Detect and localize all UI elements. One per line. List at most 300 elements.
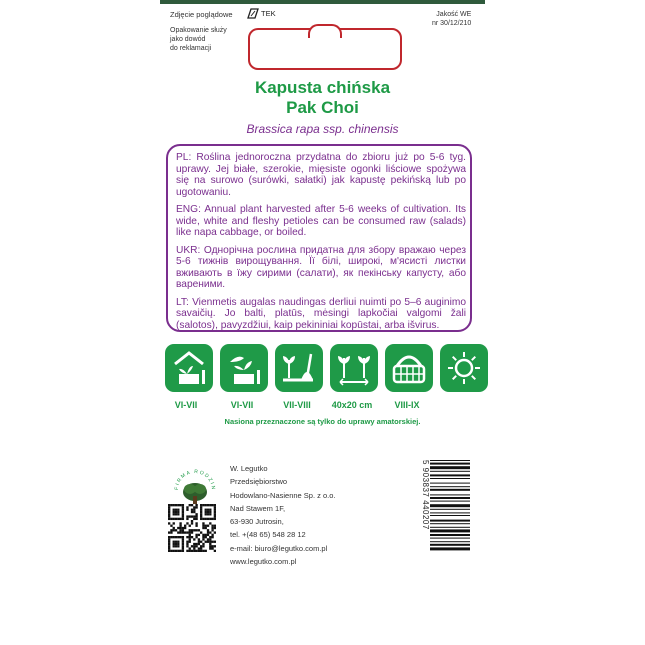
- qr-module: [170, 536, 172, 538]
- address-line: Przedsiębiorstwo: [230, 477, 288, 487]
- qr-module: [205, 518, 207, 520]
- qr-module: [189, 531, 191, 533]
- qr-module: [168, 545, 170, 547]
- qr-module: [182, 547, 184, 549]
- planting-icon: [275, 344, 323, 392]
- qr-module: [173, 529, 175, 531]
- qr-module: [182, 536, 184, 538]
- complaint-note: [170, 26, 227, 53]
- quality-number: nr 30/12/210: [432, 20, 472, 27]
- qr-module: [168, 513, 170, 515]
- qr-module: [191, 515, 193, 517]
- barcode-bar: [430, 486, 470, 487]
- amateur-note: Nasiona przeznaczone są tylko do uprawy amatorskiej.: [224, 417, 421, 426]
- qr-module: [168, 518, 170, 520]
- qr-module: [205, 541, 207, 543]
- qr-module: [177, 543, 179, 545]
- logo-text: FIRMA RODZIN: [173, 468, 217, 492]
- qr-module: [182, 504, 184, 506]
- qr-module: [207, 509, 209, 511]
- qr-module: [211, 545, 213, 547]
- qr-module: [189, 529, 191, 531]
- qr-module: [186, 543, 188, 545]
- qr-module: [195, 529, 197, 531]
- qr-module: [170, 531, 172, 533]
- qr-module: [198, 529, 200, 531]
- qr-module: [209, 536, 211, 538]
- qr-module: [198, 534, 200, 536]
- seed-packet-back: [160, 0, 485, 645]
- barcode-bar: [430, 512, 470, 513]
- qr-module: [191, 545, 193, 547]
- qr-module: [182, 550, 184, 552]
- qr-module: [195, 522, 197, 524]
- qr-module: [189, 504, 191, 506]
- qr-module: [200, 509, 202, 511]
- qr-module: [211, 536, 213, 538]
- qr-module: [195, 525, 197, 527]
- qr-module: [182, 529, 184, 531]
- qr-module: [179, 536, 181, 538]
- qr-module: [200, 541, 202, 543]
- qr-module: [214, 511, 216, 513]
- qr-module: [179, 525, 181, 527]
- qr-module: [170, 518, 172, 520]
- address-line: tel. +(48 65) 548 28 12: [230, 530, 306, 540]
- qr-module: [175, 509, 177, 511]
- qr-module: [173, 545, 175, 547]
- barcode-bar: [430, 463, 470, 465]
- qr-module: [186, 509, 188, 511]
- qr-module: [195, 534, 197, 536]
- complaint-note-line: Opakowanie służy: [170, 27, 227, 34]
- qr-module: [175, 550, 177, 552]
- qr-module: [200, 518, 202, 520]
- qr-module: [175, 504, 177, 506]
- address-line: Hodowlano-Nasienne Sp. z o.o.: [230, 490, 336, 500]
- barcode-bar: [430, 460, 470, 461]
- qr-module: [193, 515, 195, 517]
- qr-module: [211, 541, 213, 543]
- qr-module: [182, 527, 184, 529]
- qr-module: [186, 515, 188, 517]
- qr-module: [209, 541, 211, 543]
- qr-module: [205, 534, 207, 536]
- qr-module: [214, 531, 216, 533]
- qr-module: [202, 534, 204, 536]
- qr-module: [198, 543, 200, 545]
- qr-module: [186, 522, 188, 524]
- qr-module: [207, 513, 209, 515]
- barcode-bar: [430, 544, 470, 546]
- qr-module: [179, 522, 181, 524]
- qr-module: [175, 541, 177, 543]
- label-window-tab: [308, 24, 342, 38]
- qr-module: [177, 509, 179, 511]
- qr-module: [182, 531, 184, 533]
- qr-module: [193, 506, 195, 508]
- qr-module: [173, 513, 175, 515]
- qr-module: [189, 547, 191, 549]
- qr-module: [205, 504, 207, 506]
- qr-module: [186, 541, 188, 543]
- qr-module: [211, 525, 213, 527]
- qr-module: [195, 506, 197, 508]
- qr-module: [207, 538, 209, 540]
- qr-module: [193, 538, 195, 540]
- barcode-bar: [430, 478, 470, 479]
- sun-icon: [440, 344, 488, 392]
- barcode-bar: [430, 489, 470, 491]
- barcode-bar: [430, 501, 470, 502]
- barcode-bar: [430, 497, 470, 499]
- qr-module: [168, 522, 170, 524]
- qr-module: [200, 531, 202, 533]
- qr-module: [168, 538, 170, 540]
- barcode-bar: [430, 541, 470, 542]
- qr-module: [191, 529, 193, 531]
- icon-label: VII-VIII: [283, 400, 311, 410]
- qr-module: [189, 550, 191, 552]
- qr-module: [191, 509, 193, 511]
- qr-module: [193, 547, 195, 549]
- qr-module: [207, 529, 209, 531]
- qr-module: [200, 547, 202, 549]
- qr-module: [175, 511, 177, 513]
- qr-module: [177, 504, 179, 506]
- qr-module: [186, 506, 188, 508]
- spacing-icon: [330, 344, 378, 392]
- qr-module: [191, 536, 193, 538]
- qr-module: [191, 504, 193, 506]
- qr-module: [207, 531, 209, 533]
- qr-module: [209, 513, 211, 515]
- qr-module: [182, 515, 184, 517]
- qr-module: [189, 525, 191, 527]
- qr-module: [170, 504, 172, 506]
- barcode-bar: [430, 515, 470, 516]
- qr-module: [168, 550, 170, 552]
- barcode-bar: [430, 538, 470, 539]
- qr-module: [209, 511, 211, 513]
- qr-module: [173, 550, 175, 552]
- qr-module: [202, 504, 204, 506]
- quality-text: Jakość WE: [436, 11, 472, 18]
- qr-module: [209, 531, 211, 533]
- description-lt: LT: Vienmetis augalas naudingas derliui nuimti po 5–6 auginimo savaičių. Jo balti, platūs, mėsingi lapkočiai valgomi žali (salotos), pavyzdžiui, kaip pekininiai kopūstai, arba išvirus.: [176, 296, 466, 331]
- greenhouse-sowing-icon: [165, 344, 213, 392]
- qr-module: [173, 536, 175, 538]
- qr-module: [214, 509, 216, 511]
- qr-module: [205, 525, 207, 527]
- qr-module: [209, 522, 211, 524]
- address-line: 63-930 Jutrosin,: [230, 517, 284, 527]
- qr-module: [209, 545, 211, 547]
- qr-module: [207, 541, 209, 543]
- harvest-basket-icon: [385, 344, 433, 392]
- qr-module: [193, 550, 195, 552]
- qr-module: [195, 550, 197, 552]
- qr-module: [202, 518, 204, 520]
- qr-module: [182, 538, 184, 540]
- qr-module: [182, 513, 184, 515]
- qr-module: [205, 513, 207, 515]
- barcode-bar: [430, 534, 470, 536]
- qr-module: [170, 529, 172, 531]
- qr-module: [195, 513, 197, 515]
- barcode-bar: [430, 494, 470, 495]
- qr-module: [170, 550, 172, 552]
- barcode-bar: [430, 529, 470, 532]
- qr-module: [202, 550, 204, 552]
- qr-module: [173, 511, 175, 513]
- qr-module: [193, 545, 195, 547]
- qr-module: [184, 527, 186, 529]
- qr-module: [175, 536, 177, 538]
- qr-module: [211, 518, 213, 520]
- qr-module: [214, 545, 216, 547]
- qr-module: [189, 538, 191, 540]
- product-name: Kapusta chińska: [254, 78, 391, 97]
- qr-module: [205, 527, 207, 529]
- qr-module: [186, 531, 188, 533]
- qr-module: [168, 511, 170, 513]
- address-line: www.legutko.com.pl: [230, 557, 297, 567]
- qr-module: [177, 541, 179, 543]
- qr-module: [168, 536, 170, 538]
- qr-module: [168, 541, 170, 543]
- qr-module: [202, 525, 204, 527]
- qr-module: [182, 541, 184, 543]
- qr-module: [173, 509, 175, 511]
- sample-photo-label: Zdjęcie poglądowe: [170, 10, 233, 19]
- qr-module: [189, 536, 191, 538]
- icon-label: VI-VII: [174, 400, 198, 410]
- qr-module: [205, 509, 207, 511]
- qr-module: [189, 541, 191, 543]
- qr-module: [173, 541, 175, 543]
- barcode-bar: [430, 523, 470, 524]
- qr-module: [189, 515, 191, 517]
- qr-module: [207, 525, 209, 527]
- latin-name: Brassica rapa ssp. chinensis: [246, 122, 399, 136]
- qr-module: [182, 545, 184, 547]
- qr-module: [211, 504, 213, 506]
- qr-module: [202, 536, 204, 538]
- qr-module: [182, 509, 184, 511]
- qr-module: [186, 550, 188, 552]
- qr-module: [202, 527, 204, 529]
- qr-module: [191, 511, 193, 513]
- qr-module: [214, 515, 216, 517]
- qr-module: [179, 518, 181, 520]
- qr-module: [179, 550, 181, 552]
- qr-module: [193, 518, 195, 520]
- qr-module: [186, 545, 188, 547]
- icon-label: 40x20 cm: [331, 400, 373, 410]
- qr-module: [202, 538, 204, 540]
- qr-module: [211, 529, 213, 531]
- qr-module: [189, 534, 191, 536]
- barcode-bar: [430, 483, 470, 484]
- address-line: e-mail: biuro@legutko.com.pl: [230, 543, 328, 553]
- address-line: Nad Stawem 1F,: [230, 503, 286, 513]
- qr-module: [182, 543, 184, 545]
- barcode-bar: [430, 520, 470, 522]
- qr-code: [168, 504, 216, 552]
- qr-module: [214, 525, 216, 527]
- qr-module: [209, 504, 211, 506]
- qr-module: [191, 522, 193, 524]
- qr-module: [191, 531, 193, 533]
- qr-module: [214, 513, 216, 515]
- qr-module: [182, 518, 184, 520]
- qr-module: [177, 536, 179, 538]
- qr-module: [198, 550, 200, 552]
- qr-module: [173, 522, 175, 524]
- qr-module: [168, 504, 170, 506]
- qr-module: [198, 538, 200, 540]
- qr-module: [205, 511, 207, 513]
- qr-module: [170, 525, 172, 527]
- qr-module: [168, 515, 170, 517]
- qr-module: [193, 529, 195, 531]
- qr-module: [184, 525, 186, 527]
- qr-module: [179, 527, 181, 529]
- qr-module: [191, 520, 193, 522]
- qr-module: [168, 543, 170, 545]
- qr-module: [186, 536, 188, 538]
- qr-module: [182, 511, 184, 513]
- qr-module: [209, 547, 211, 549]
- qr-module: [195, 518, 197, 520]
- qr-module: [177, 518, 179, 520]
- description-box: [166, 144, 472, 332]
- qr-module: [177, 513, 179, 515]
- qr-module: [205, 536, 207, 538]
- barcode-bar: [430, 471, 470, 472]
- cultivation-icons: [163, 344, 483, 396]
- qr-module: [184, 531, 186, 533]
- barcode-bar: [430, 509, 470, 510]
- qr-module: [179, 529, 181, 531]
- qr-module: [207, 504, 209, 506]
- qr-module: [211, 547, 213, 549]
- qr-module: [193, 511, 195, 513]
- qr-module: [175, 543, 177, 545]
- qr-module: [211, 527, 213, 529]
- qr-module: [179, 531, 181, 533]
- qr-module: [173, 527, 175, 529]
- qr-module: [200, 511, 202, 513]
- qr-module: [214, 504, 216, 506]
- qr-module: [209, 509, 211, 511]
- barcode-digits: 5 903837 440207: [421, 460, 430, 530]
- qr-module: [177, 545, 179, 547]
- qr-module: [200, 545, 202, 547]
- icon-label: VIII-IX: [394, 400, 420, 410]
- qr-module: [175, 518, 177, 520]
- qr-module: [195, 536, 197, 538]
- qr-module: [207, 518, 209, 520]
- qr-module: [200, 515, 202, 517]
- qr-module: [195, 545, 197, 547]
- qr-module: [173, 543, 175, 545]
- qr-module: [175, 529, 177, 531]
- qr-module: [193, 543, 195, 545]
- qr-module: [214, 550, 216, 552]
- qr-module: [177, 527, 179, 529]
- qr-module: [195, 515, 197, 517]
- qr-module: [200, 513, 202, 515]
- qr-module: [211, 534, 213, 536]
- qr-module: [209, 518, 211, 520]
- qr-module: [214, 506, 216, 508]
- brand-name: TEK: [261, 9, 276, 18]
- description-pl: PL: Roślina jednoroczna przydatna do zbioru już po 5-6 tyg. uprawy. Jej białe, szerokie, mięsiste ogonki liściowe spożywa się na surowo (surówki, sałatki) jak kapustę pekińską lub po ugotowaniu.: [176, 152, 466, 198]
- barcode-bar: [430, 547, 470, 550]
- qr-module: [214, 518, 216, 520]
- qr-module: [175, 513, 177, 515]
- barcode-bar: [430, 474, 470, 476]
- barcode-bar: [430, 504, 470, 507]
- qr-module: [200, 506, 202, 508]
- qr-module: [173, 518, 175, 520]
- pot-sowing-icon: [220, 344, 268, 392]
- quality-label: [432, 10, 471, 28]
- qr-module: [168, 509, 170, 511]
- qr-module: [195, 543, 197, 545]
- qr-module: [214, 541, 216, 543]
- qr-module: [200, 504, 202, 506]
- description-eng: ENG: Annual plant harvested after 5-6 weeks of cultivation. Its wide, white and fleshy petioles can be consumed raw (salads) like napa cabbage, or boiled.: [176, 204, 466, 238]
- qr-module: [198, 547, 200, 549]
- qr-module: [191, 550, 193, 552]
- qr-module: [198, 541, 200, 543]
- qr-module: [175, 545, 177, 547]
- address-line: W. Legutko: [230, 464, 268, 473]
- qr-module: [207, 534, 209, 536]
- description-ukr: UKR: Однорічна рослина придатна для збору вражаю через 5-6 тижнів вирощування. Її білі, широкі, м'ясисті листки вживають в їжу сирими (салати), як пекінську капусту, або вареними.: [176, 244, 466, 290]
- qr-module: [168, 531, 170, 533]
- complaint-note-line: jako dowód: [170, 36, 206, 43]
- photo-strip: [160, 0, 485, 4]
- qr-module: [177, 531, 179, 533]
- barcode-bar: [430, 466, 470, 469]
- qr-module: [168, 506, 170, 508]
- qr-module: [168, 547, 170, 549]
- barcode-bar: [430, 527, 470, 528]
- qr-module: [207, 511, 209, 513]
- qr-module: [173, 504, 175, 506]
- complaint-note-line: do reklamacji: [170, 45, 212, 52]
- qr-module: [202, 545, 204, 547]
- qr-module: [209, 543, 211, 545]
- qr-module: [202, 522, 204, 524]
- icon-label: VI-VII: [230, 400, 254, 410]
- product-variety: Pak Choi: [286, 98, 359, 117]
- qr-module: [214, 527, 216, 529]
- qr-module: [202, 543, 204, 545]
- qr-module: [195, 504, 197, 506]
- barcode-icon: [430, 460, 470, 574]
- qr-module: [205, 550, 207, 552]
- qr-module: [177, 550, 179, 552]
- qr-module: [179, 504, 181, 506]
- qr-module: [177, 511, 179, 513]
- qr-module: [200, 550, 202, 552]
- qr-module: [186, 518, 188, 520]
